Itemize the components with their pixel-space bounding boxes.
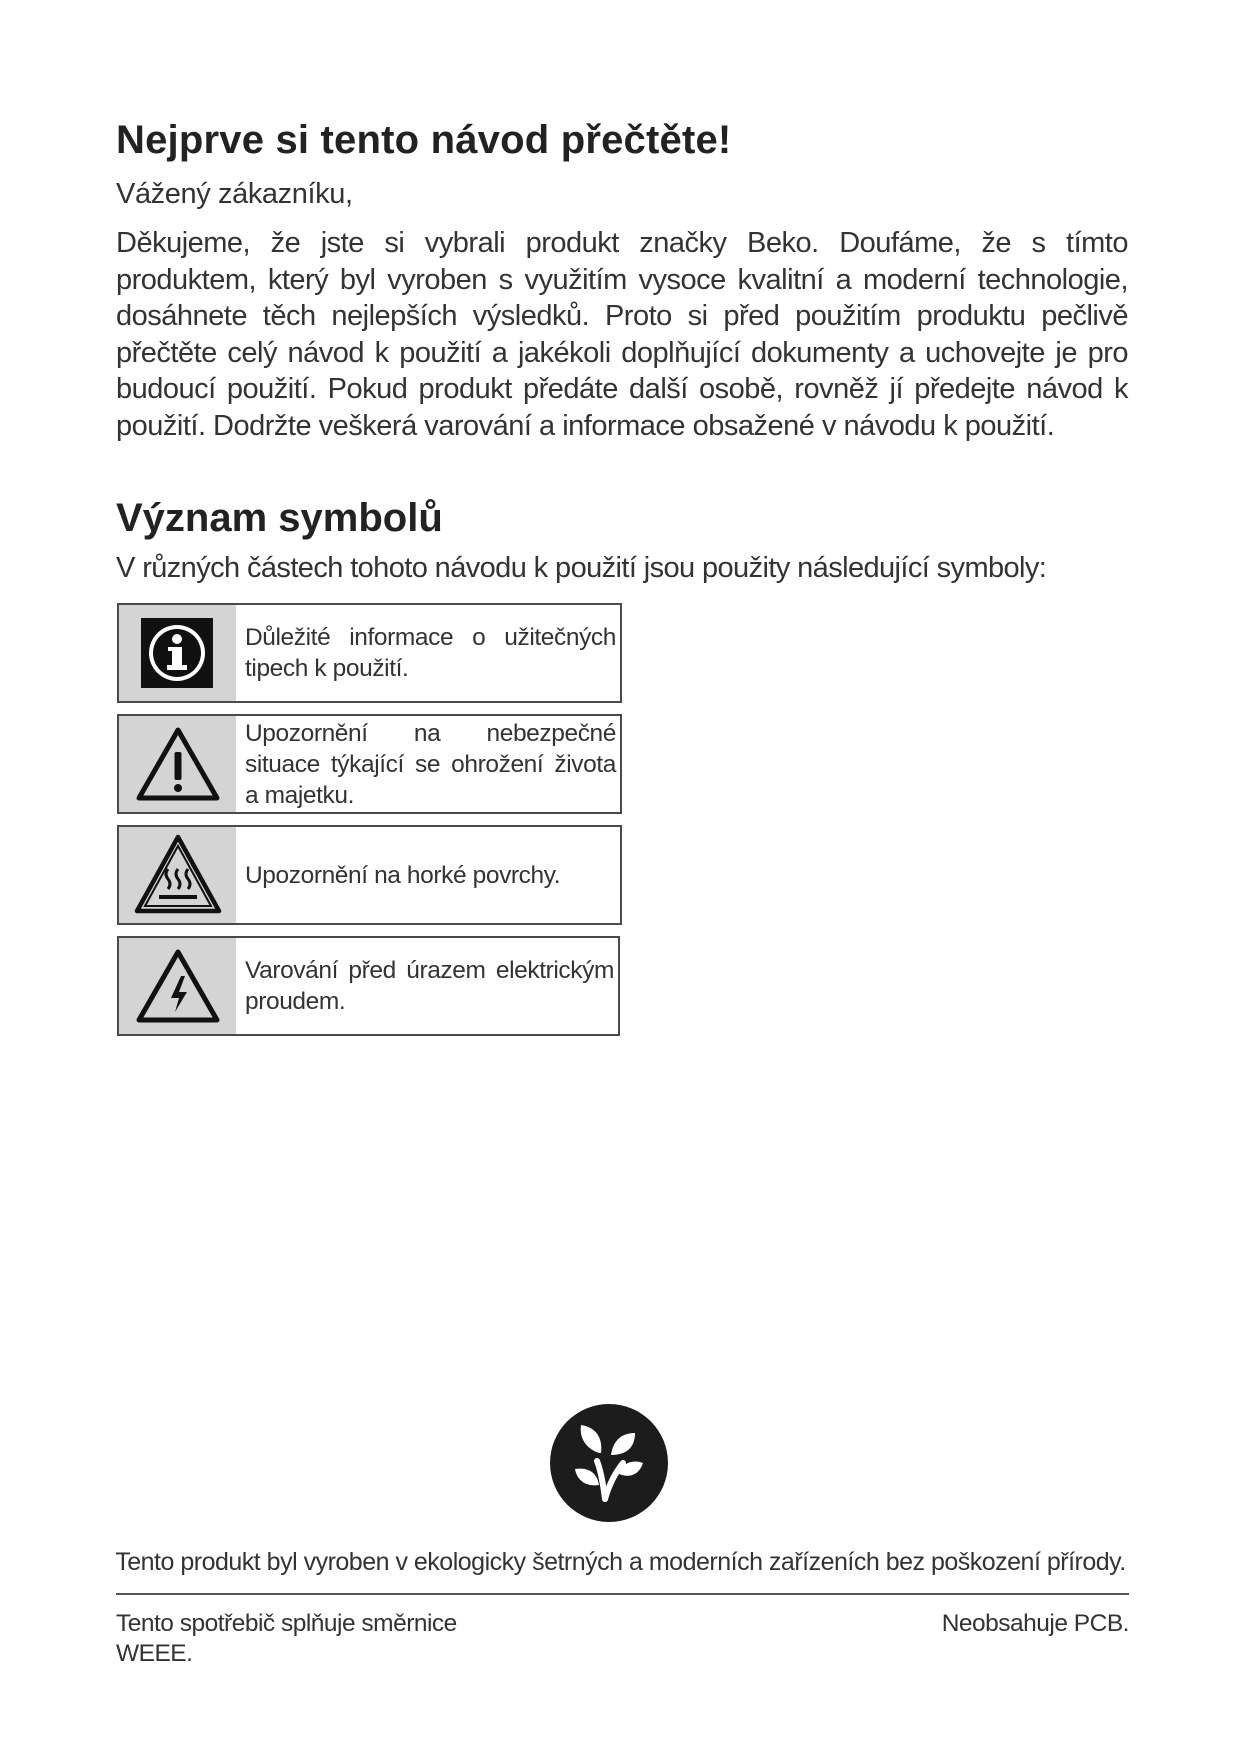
symbol-text: Upozornění na horké povrchy.	[245, 861, 561, 889]
eco-statement: Tento produkt byl vyroben v ekologicky šetrných a moderních zařízeních bez poškození přírody.	[115, 1548, 1126, 1576]
hot-surface-icon	[119, 827, 236, 923]
intro-paragraph: Děkujeme, že jste si vybrali produkt značky Beko. Doufáme, že s tímto produktem, který byl vyroben s využitím vysoce kvalitní a moderní technologie, dosáhnete těch nejlepších výsledků. Proto si před použitím produktu pečlivě přečtěte celý návod k použití a jakékoli doplňující dokumenty a uchovejte je pro budoucí použití. Pokud produkt předáte další osobě, rovněž jí předejte návod k použití. Dodržte veškerá varování a informace obsažené v návodu k použití.	[116, 227, 1128, 442]
warning-icon	[119, 716, 236, 812]
symbol-row-hot-surface	[117, 825, 622, 925]
leaf-icon	[549, 1403, 669, 1523]
symbol-text: Varování před úrazem elektrickým proudem.	[245, 957, 614, 1015]
electric-shock-icon	[119, 938, 236, 1034]
divider	[116, 1593, 1129, 1595]
symbols-heading: Význam symbolů	[116, 496, 443, 540]
symbol-text: Upozornění na nebezpečné situace týkající se ohrožení života a majetku.	[245, 719, 616, 809]
info-icon	[119, 605, 236, 701]
pcb-note: Neobsahuje PCB.	[941, 1610, 1129, 1637]
symbol-row-electric-shock	[117, 936, 620, 1036]
symbols-intro: V různých částech tohoto návodu k použití jsou použity následující symboly:	[116, 552, 1047, 584]
greeting: Vážený zákazníku,	[116, 178, 353, 210]
symbol-row-info	[117, 603, 622, 703]
weee-note: Tento spotřebič splňuje směrnice WEEE.	[116, 1610, 457, 1667]
symbol-text: Důležité informace o užitečných tipech k použití.	[245, 624, 616, 682]
page-title: Nejprve si tento návod přečtěte!	[116, 118, 732, 162]
symbol-row-warning	[117, 714, 622, 814]
